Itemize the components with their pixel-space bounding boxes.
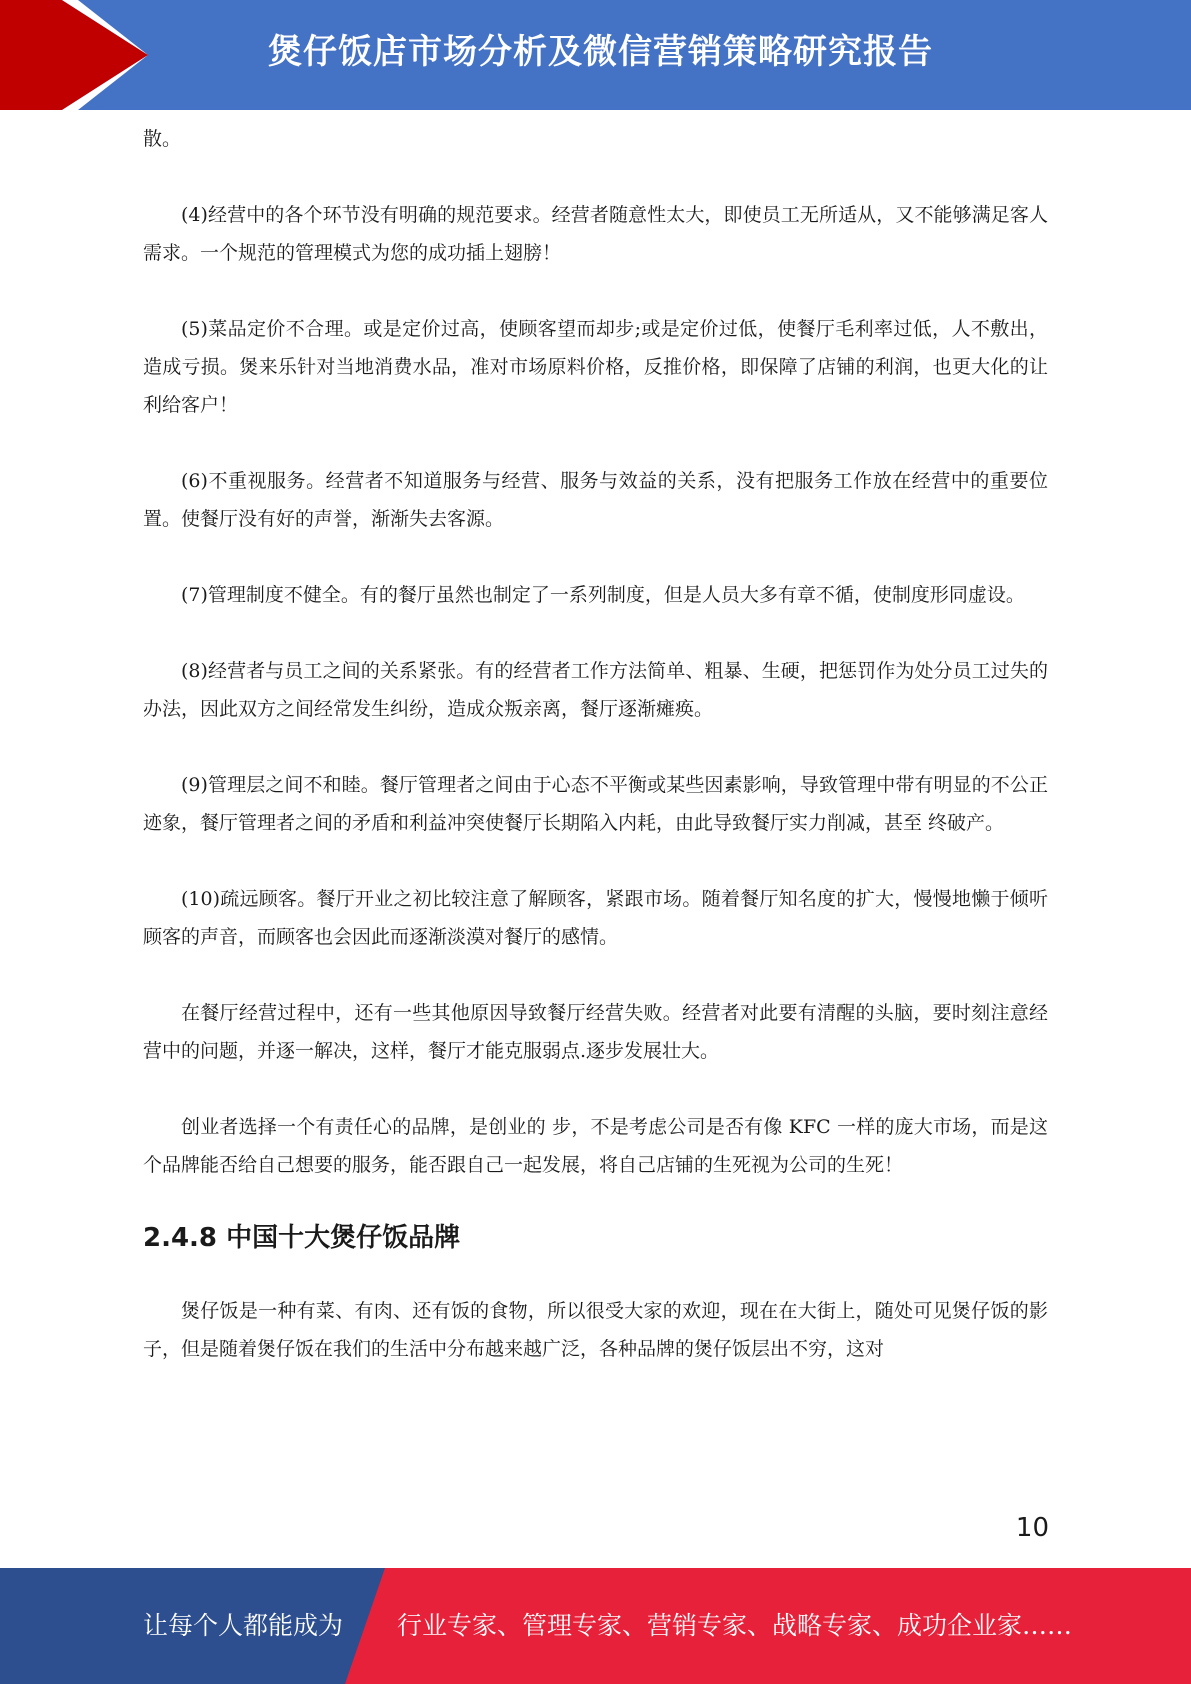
page-number: 10 [1015,1513,1049,1543]
paragraph: (9)管理层之间不和睦。餐厅管理者之间由于心态不平衡或某些因素影响，导致管理中带有明显的不公正迹象，餐厅管理者之间的矛盾和利益冲突使餐厅长期陷入内耗，由此导致餐厅实力削减，甚至 终破产。 [143,774,1048,834]
paragraph: 创业者选择一个有责任心的品牌，是创业的 步，不是考虑公司是否有像 KFC 一样的庞大市场，而是这个品牌能否给自己想要的服务，能否跟自己一起发展，将自己店铺的生死视为公司的生死！ [143,1116,1048,1176]
header-title: 煲仔饭店市场分析及微信营销策略研究报告 [268,32,933,72]
paragraph: (8)经营者与员工之间的关系紧张。有的经营者工作方法简单、粗暴、生硬，把惩罚作为处分员工过失的 办法，因此双方之间经常发生纠纷，造成众叛亲离，餐厅逐渐瘫痪。 [143,660,1048,720]
paragraph: (4)经营中的各个环节没有明确的规范要求。经营者随意性太大，即使员工无所适从，又不能够满足客人需求。一个规范的管理模式为您的成功插上翅膀！ [143,204,1048,264]
paragraph: (6)不重视服务。经营者不知道服务与经营、服务与效益的关系，没有把服务工作放在经营中的重要位置。使餐厅没有好的声誉，渐渐失去客源。 [143,470,1048,530]
footer-slogan-right: 行业专家、管理专家、营销专家、战略专家、成功企业家…… [397,1611,1073,1640]
section-heading: 2.4.8 中国十大煲仔饭品牌 [143,1223,461,1253]
paragraph: (5)菜品定价不合理。或是定价过高，使顾客望而却步;或是定价过低，使餐厅毛利率过低，人不敷出，造成亏损。煲来乐针对当地消费水品，准对市场原料价格，反推价格，即保障了店铺的利润，也更大化的让利给客户！ [143,318,1048,416]
paragraph: (7)管理制度不健全。有的餐厅虽然也制定了一系列制度，但是人员大多有章不循，使制度形同虚设。 [181,584,1025,606]
paragraph: (10)疏远顾客。餐厅开业之初比较注意了解顾客，紧跟市场。随着餐厅知名度的扩大，慢慢地懒于倾听顾客的声音，而顾客也会因此而逐渐淡漠对餐厅的感情。 [143,888,1048,948]
document-body [143,120,1048,1368]
footer-slogan-left: 让每个人都能成为 [143,1611,344,1640]
page-footer [0,1568,1191,1684]
paragraph: 在餐厅经营过程中，还有一些其他原因导致餐厅经营失败。经营者对此要有清醒的头脑，要时刻注意经营中的问题，并逐一解决，这样，餐厅才能克服弱点.逐步发展壮大。 [143,1002,1048,1062]
paragraph: 煲仔饭是一种有菜、有肉、还有饭的食物，所以很受大家的欢迎，现在在大街上，随处可见煲仔饭的影子，但是随着煲仔饭在我们的生活中分布越来越广泛，各种品牌的煲仔饭层出不穷，这对 [143,1300,1048,1360]
page-header [0,0,1191,110]
paragraph: 散。 [143,128,182,150]
